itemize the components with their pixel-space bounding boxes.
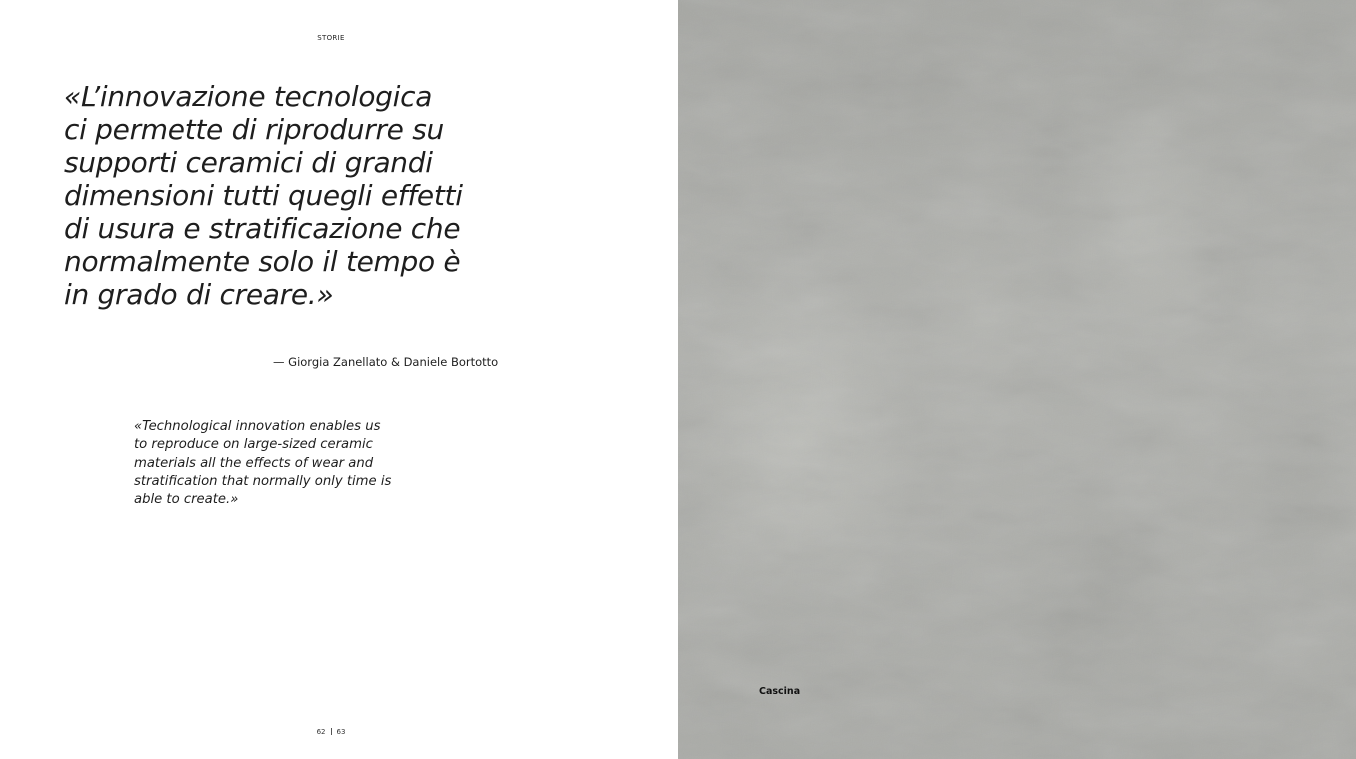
quote-attribution: — Giorgia Zanellato & Daniele Bortotto (273, 355, 499, 369)
italian-quote-line: supporti ceramici di grandi (64, 146, 433, 179)
english-quote-line: stratification that normally only time is (134, 473, 392, 489)
italian-quote-line: in grado di creare.» (64, 278, 334, 311)
italian-quote-line: normalmente solo il tempo è (64, 245, 461, 278)
italian-quote-line: dimensioni tutti quegli effetti (64, 179, 463, 212)
page-number-divider (331, 728, 332, 735)
page-number-right: 63 (336, 728, 346, 736)
texture-overlay (678, 0, 1356, 759)
english-quote-line: to reproduce on large-sized ceramic (134, 437, 373, 453)
italian-quote (64, 80, 664, 311)
english-quote (134, 418, 534, 509)
image-caption: Cascina (759, 686, 801, 697)
section-label: STORIE (317, 34, 345, 42)
stone-texture-image (678, 0, 1356, 759)
english-quote-line: materials all the effects of wear and (134, 455, 374, 471)
page-number-left: 62 (316, 728, 326, 736)
page-numbers (0, 728, 662, 736)
italian-quote-line: di usura e stratificazione che (64, 212, 461, 245)
italian-quote-line: «L’innovazione tecnologica (64, 80, 433, 113)
english-quote-line: able to create.» (134, 492, 239, 508)
italian-quote-line: ci permette di riprodurre su (64, 113, 444, 146)
english-quote-line: «Technological innovation enables us (134, 419, 381, 434)
